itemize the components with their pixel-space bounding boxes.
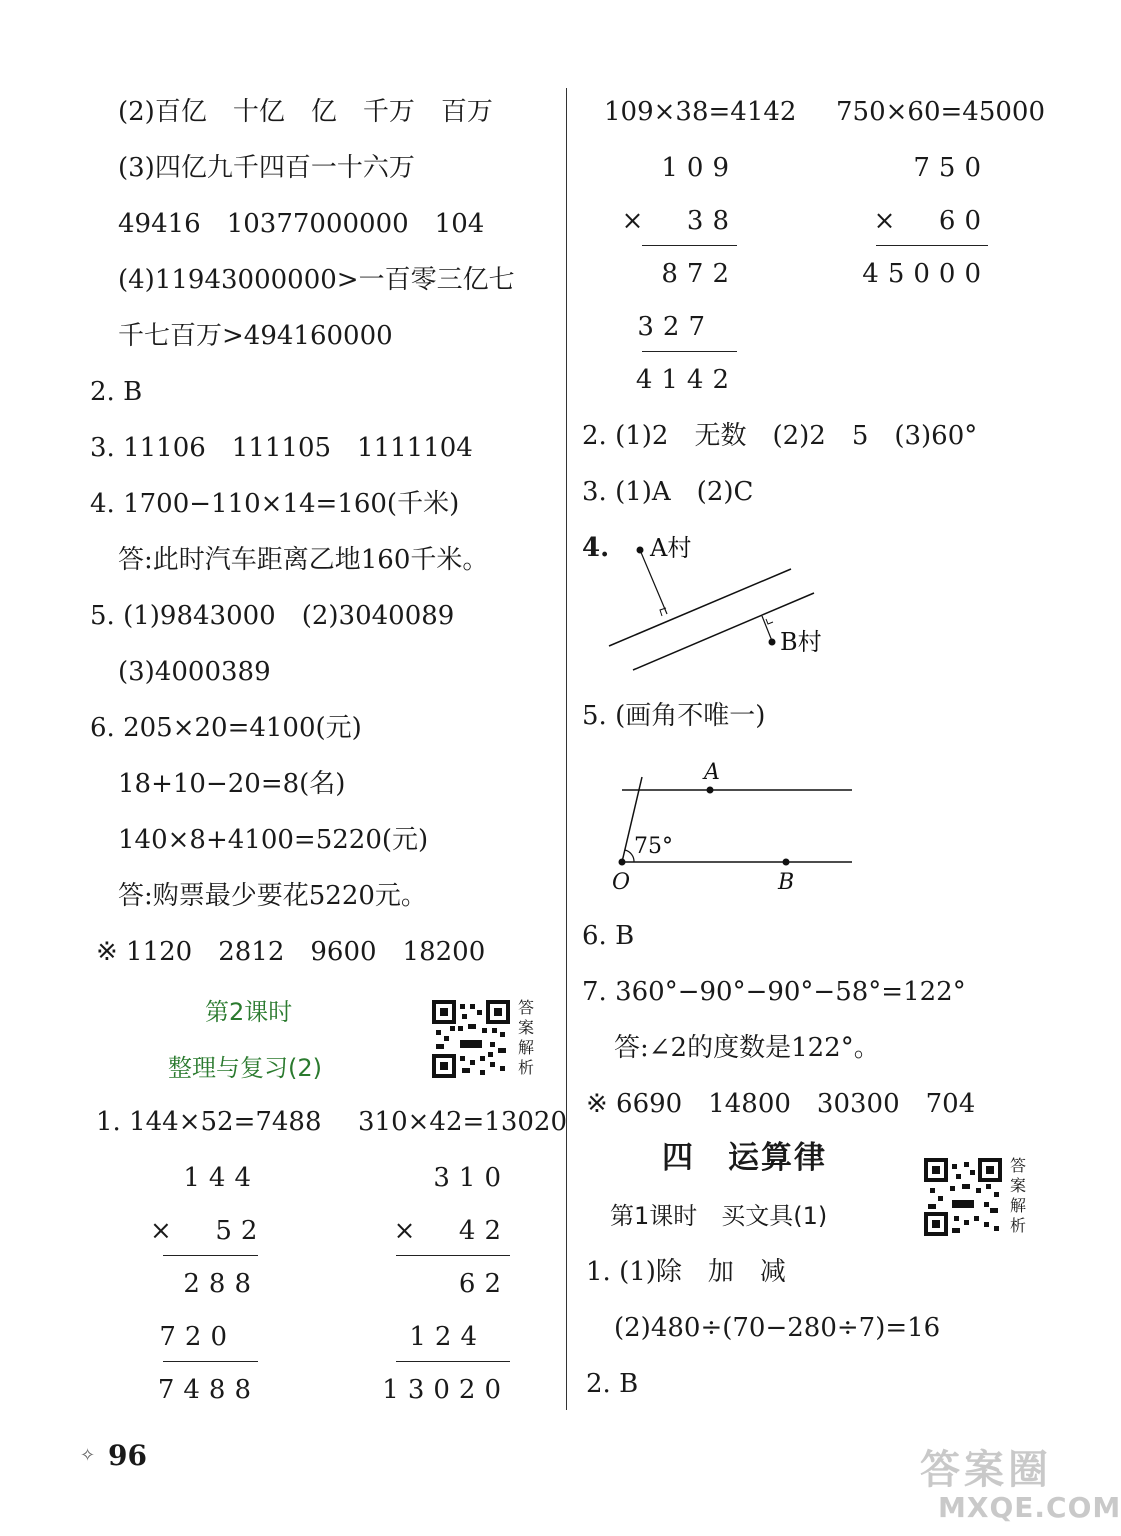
- perpendicular-b: [762, 616, 772, 641]
- right-angle-mark: [766, 619, 773, 624]
- qr-label: 答 案 解 析: [1010, 1156, 1027, 1235]
- star-decoration-icon: ✧: [80, 1445, 96, 1466]
- question-5: 5. (画角不唯一): [582, 701, 766, 731]
- unit-title: 四 运算律: [662, 1140, 827, 1176]
- label-o: O: [612, 870, 631, 895]
- qr-code-icon[interactable]: [924, 1158, 1002, 1236]
- answer-line: 答:购票最少要花5220元。: [118, 881, 427, 911]
- column-divider: [566, 88, 567, 1410]
- point-a: [707, 787, 714, 794]
- vertical-mult-row: 872: [661, 259, 738, 289]
- question-1: 1. (1)除 加 减: [586, 1257, 786, 1287]
- question-3: 3. (1)A (2)C: [582, 477, 754, 507]
- vertical-mult-row: 124: [409, 1322, 486, 1352]
- rule: [876, 245, 988, 246]
- angle-label: 75°: [634, 834, 673, 859]
- vertical-mult-row: × 60: [873, 206, 990, 236]
- answer-line: (3)四亿九千四百一十六万: [118, 153, 415, 183]
- qr-code-icon[interactable]: [432, 1000, 510, 1078]
- calc-head: 109×38=4142: [604, 97, 797, 127]
- road-line-upper: [609, 569, 791, 646]
- answer-line: (2)480÷(70−280÷7)=16: [614, 1313, 941, 1343]
- lesson-subtitle: 整理与复习(2): [168, 1054, 322, 1082]
- vertical-mult-row: 144: [183, 1163, 260, 1193]
- calc-head: 750×60=45000: [836, 97, 1045, 127]
- rule: [642, 245, 737, 246]
- label-b: B: [778, 870, 795, 895]
- point-b-village: [769, 639, 776, 646]
- vertical-mult-row: × 38: [621, 206, 738, 236]
- answer-line: 140×8+4100=5220(元): [118, 825, 429, 855]
- lesson-title: 第2课时: [205, 998, 293, 1026]
- answer-line: (2)百亿 十亿 亿 千万 百万: [118, 97, 493, 127]
- vertical-mult-row: 327: [637, 312, 714, 342]
- practice-1-head: 1. 144×52=7488: [96, 1107, 322, 1137]
- answer-line: 18+10−20=8(名): [118, 769, 346, 799]
- rule: [396, 1255, 510, 1256]
- page-number: 96: [108, 1439, 147, 1472]
- vertical-mult-row: 7488: [157, 1375, 260, 1405]
- answer-line: (3)4000389: [118, 657, 271, 687]
- watermark-logo: 答案圈: [920, 1447, 1052, 1493]
- question-6: 6. 205×20=4100(元): [90, 713, 362, 743]
- village-a-label: A村: [650, 534, 692, 562]
- question-2: 2. B: [90, 377, 143, 407]
- label-a: A: [704, 760, 720, 785]
- question-2: 2. (1)2 无数 (2)2 5 (3)60°: [582, 421, 978, 451]
- question-4: 4.: [582, 533, 610, 563]
- watermark-url: MXQE.COM: [938, 1491, 1121, 1524]
- question-7: 7. 360°−90°−90°−58°=122°: [582, 977, 966, 1007]
- vertical-mult-row: 45000: [862, 259, 990, 289]
- vertical-mult-row: 310: [433, 1163, 510, 1193]
- extra-answers: ※ 1120 2812 9600 18200: [96, 937, 486, 967]
- vertical-mult-row: × 52: [150, 1216, 267, 1246]
- vertical-mult-row: 720: [159, 1322, 236, 1352]
- question-6: 6. B: [582, 921, 635, 951]
- vertical-mult-row: × 42: [393, 1216, 510, 1246]
- question-3: 3. 11106 111105 1111104: [90, 433, 473, 463]
- vertical-mult-row: 13020: [382, 1375, 510, 1405]
- lesson-title: 第1课时 买文具(1): [610, 1202, 828, 1230]
- point-o: [619, 859, 626, 866]
- vertical-mult-row: 109: [661, 153, 738, 183]
- village-b-label: B村: [780, 628, 822, 656]
- parallel-lines-figure: [600, 528, 840, 678]
- rule: [396, 1361, 510, 1362]
- practice-1-head-2: 310×42=13020: [358, 1107, 567, 1137]
- extra-answers: ※ 6690 14800 30300 704: [586, 1089, 976, 1119]
- angle-figure: [600, 755, 860, 900]
- rule: [163, 1361, 258, 1362]
- question-2: 2. B: [586, 1369, 639, 1399]
- angle-arc: [625, 850, 634, 862]
- vertical-mult-row: 750: [913, 153, 990, 183]
- answer-line: 答:∠2的度数是122°。: [614, 1033, 880, 1063]
- question-4: 4. 1700−110×14=160(千米): [90, 489, 460, 519]
- answer-line: 千七百万>494160000: [118, 321, 393, 351]
- point-b: [783, 859, 790, 866]
- question-5: 5. (1)9843000 (2)3040089: [90, 601, 455, 631]
- answer-line: 49416 10377000000 104: [118, 209, 485, 239]
- vertical-mult-row: 62: [458, 1269, 510, 1299]
- vertical-mult-row: 288: [183, 1269, 260, 1299]
- rule: [163, 1255, 258, 1256]
- answer-line: 答:此时汽车距离乙地160千米。: [118, 545, 489, 575]
- rule: [642, 351, 737, 352]
- answer-line: (4)11943000000>一百零三亿七: [118, 265, 515, 295]
- qr-label: 答 案 解 析: [518, 998, 535, 1077]
- vertical-mult-row: 4142: [635, 365, 738, 395]
